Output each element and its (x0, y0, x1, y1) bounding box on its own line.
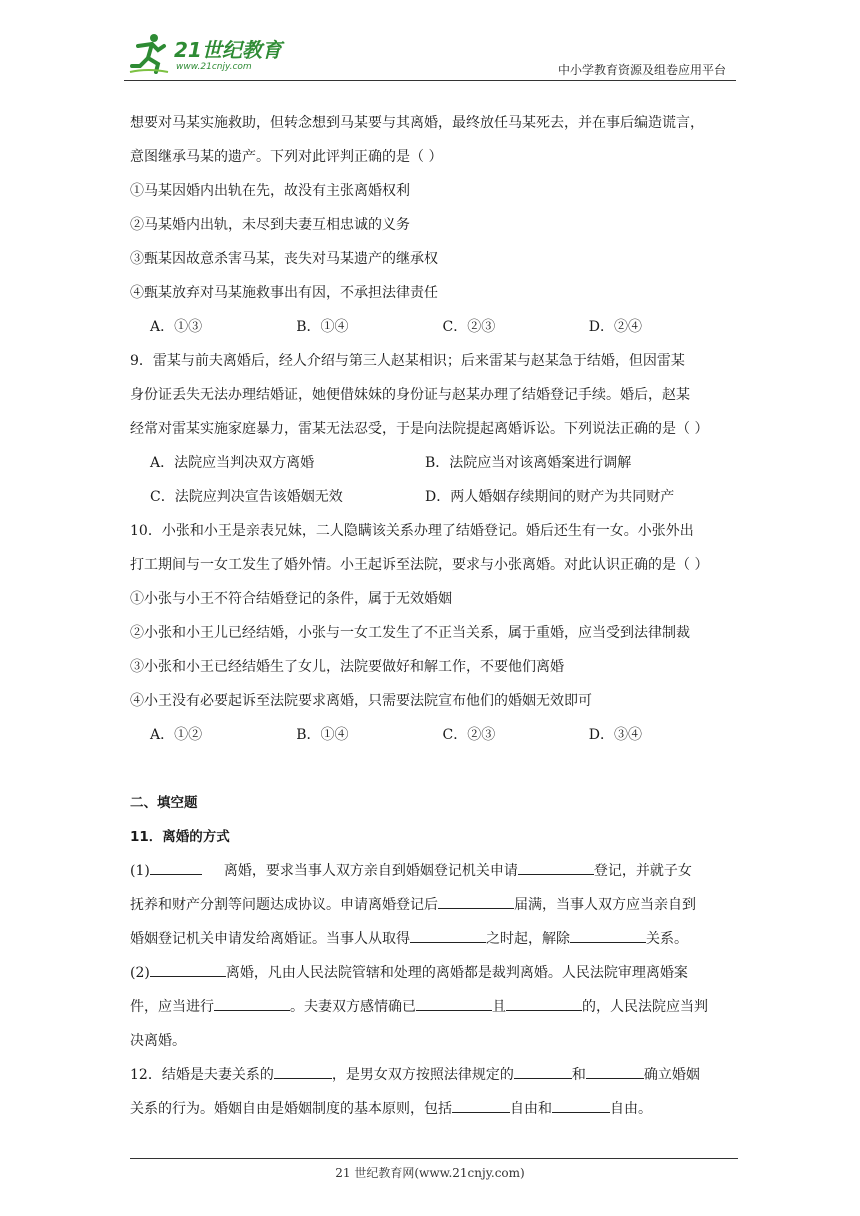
q12-line-1 (130, 1058, 735, 1092)
q11-p1-text-5: 婚姻登记机关申请发给离婚证。当事人从取得 (130, 931, 410, 947)
q8-option-a: A．①③ (150, 319, 203, 335)
q9-option-a: A．法院应当判决双方离婚 (150, 455, 315, 471)
q9-options-row-1 (130, 446, 735, 480)
q8-line-2: 意图继承马某的遗产。下列对此评判正确的是（ ） (130, 149, 443, 165)
q8-option-c: C．②③ (442, 319, 496, 335)
q11-p1-number: (1) (130, 863, 150, 879)
answer-blank[interactable] (586, 1060, 644, 1079)
answer-blank[interactable] (570, 924, 646, 943)
header-divider (124, 80, 736, 81)
q10-statement-4: ④小王没有必要起诉至法院要求离婚，只需要法院宣布他们的婚姻无效即可 (130, 693, 592, 709)
q11-p2-number: (2) (130, 965, 150, 981)
q10-statement-3: ③小张和小王已经结婚生了女儿，法院要做好和解工作，不要他们离婚 (130, 659, 564, 675)
answer-blank[interactable] (452, 1094, 510, 1113)
q11-p1-text-6: 之时起，解除 (486, 931, 570, 947)
answer-blank[interactable] (506, 992, 582, 1011)
q10-option-b: B．①④ (296, 727, 349, 743)
q10-option-c: C．②③ (442, 727, 496, 743)
q11-title: 11．离婚的方式 (130, 829, 230, 845)
q9-line-2: 身份证丢失无法办理结婚证，她便借妹妹的身份证与赵某办理了结婚登记手续。婚后，赵某 (130, 387, 690, 403)
q10-line-2: 打工期间与一女工发生了婚外情。小王起诉至法院，要求与小张离婚。对此认识正确的是（ ） (130, 557, 709, 573)
answer-blank[interactable] (150, 958, 226, 977)
q10-line-1: 10．小张和小王是亲表兄妹，二人隐瞒该关系办理了结婚登记。婚后还生有一女。小张外出 (130, 523, 694, 539)
q10-option-a: A．①② (150, 727, 203, 743)
answer-blank[interactable] (518, 856, 594, 875)
q12-text-4: 确立婚姻 (643, 1067, 700, 1083)
q11-p1-line-1 (130, 854, 735, 888)
q8-statement-1: ①马某因婚内出轨在先，故没有主张离婚权利 (130, 183, 410, 199)
q11-p2-text-5: 的，人民法院应当判 (582, 999, 708, 1015)
logo-url: www.21cnjy.com (176, 62, 252, 72)
q11-p1-line-3 (130, 922, 735, 956)
answer-blank[interactable] (410, 924, 486, 943)
footer-divider (130, 1158, 738, 1159)
q8-option-d: D．②④ (588, 319, 642, 335)
q11-p1-text-3: 抚养和财产分割等问题达成协议。申请离婚登记后 (130, 897, 438, 913)
q12-text-1: 12．结婚是夫妻关系的 (130, 1067, 274, 1083)
q11-p2-text-2: 件，应当进行 (130, 999, 214, 1015)
answer-blank[interactable] (274, 1060, 332, 1079)
q11-p1-text-1: 离婚，要求当事人双方亲自到婚姻登记机关申请 (223, 863, 518, 879)
q12-text-7: 自由。 (610, 1101, 652, 1117)
q10-options (130, 718, 735, 752)
answer-blank[interactable] (214, 992, 290, 1011)
q9-line-1: 9．雷某与前夫离婚后，经人介绍与第三人赵某相识；后来雷某与赵某急于结婚，但因雷某 (130, 353, 685, 369)
q10-option-d: D．③④ (588, 727, 642, 743)
header-tagline: 中小学教育资源及组卷应用平台 (557, 63, 726, 77)
q10-statement-1: ①小张与小王不符合结婚登记的条件，属于无效婚姻 (130, 591, 452, 607)
answer-blank[interactable] (150, 856, 202, 875)
page-footer: 21 世纪教育网(www.21cnjy.com) (335, 1166, 525, 1180)
document-body (130, 106, 735, 1126)
answer-blank[interactable] (552, 1094, 610, 1113)
q11-p1-text-7: 关系。 (646, 931, 688, 947)
q12-text-3: 和 (571, 1067, 586, 1083)
q8-statement-2: ②马某婚内出轨，未尽到夫妻互相忠诚的义务 (130, 217, 410, 233)
runner-logo-icon (128, 32, 170, 74)
answer-blank[interactable] (416, 992, 492, 1011)
q8-options (130, 310, 735, 344)
q8-statement-4: ④甄某放弃对马某施救事出有因，不承担法律责任 (130, 285, 438, 301)
logo-text: 21世纪教育 (174, 38, 282, 62)
q9-options-row-2 (130, 480, 735, 514)
q12-text-5: 关系的行为。婚姻自由是婚姻制度的基本原则，包括 (130, 1101, 452, 1117)
q11-p2-line-2 (130, 990, 735, 1024)
q8-option-b: B．①④ (296, 319, 349, 335)
q11-p2-line-3: 决离婚。 (130, 1033, 186, 1049)
q10-statement-2: ②小张和小王儿已经结婚，小张与一女工发生了不正当关系，属于重婚，应当受到法律制裁 (130, 625, 690, 641)
q11-p2-text-4: 且 (492, 999, 506, 1015)
q11-p1-text-2: 登记，并就子女 (593, 863, 692, 879)
q9-option-c: C．法院应判决宣告该婚姻无效 (150, 489, 343, 505)
q12-line-2 (130, 1092, 735, 1126)
q8-statement-3: ③甄某因故意杀害马某，丧失对马某遗产的继承权 (130, 251, 438, 267)
q11-p1-text-4: 届满，当事人双方应当亲自到 (514, 897, 696, 913)
q9-option-d: D．两人婚姻存续期间的财产为共同财产 (425, 489, 675, 505)
q11-p2-line-1 (130, 956, 735, 990)
page-header (0, 0, 860, 82)
q12-text-6: 自由和 (510, 1101, 552, 1117)
q8-line-1: 想要对马某实施救助，但转念想到马某要与其离婚，最终放任马某死去，并在事后编造谎言， (130, 115, 704, 131)
section-title: 二、填空题 (130, 795, 198, 811)
q9-option-b: B．法院应当对该离婚案进行调解 (425, 455, 632, 471)
q9-line-3: 经常对雷某实施家庭暴力，雷某无法忍受，于是向法院提起离婚诉讼。下列说法正确的是（ ） (130, 421, 709, 437)
answer-blank[interactable] (438, 890, 514, 909)
q12-text-2: ，是男女双方按照法律规定的 (331, 1067, 514, 1083)
site-logo (124, 30, 294, 78)
q11-p2-text-3: 。夫妻双方感情确已 (290, 999, 416, 1015)
section-gap (130, 752, 735, 786)
q11-p2-text-1: 离婚，凡由人民法院管辖和处理的离婚都是裁判离婚。人民法院审理离婚案 (225, 965, 688, 981)
answer-blank[interactable] (514, 1060, 572, 1079)
q11-p1-line-2 (130, 888, 735, 922)
